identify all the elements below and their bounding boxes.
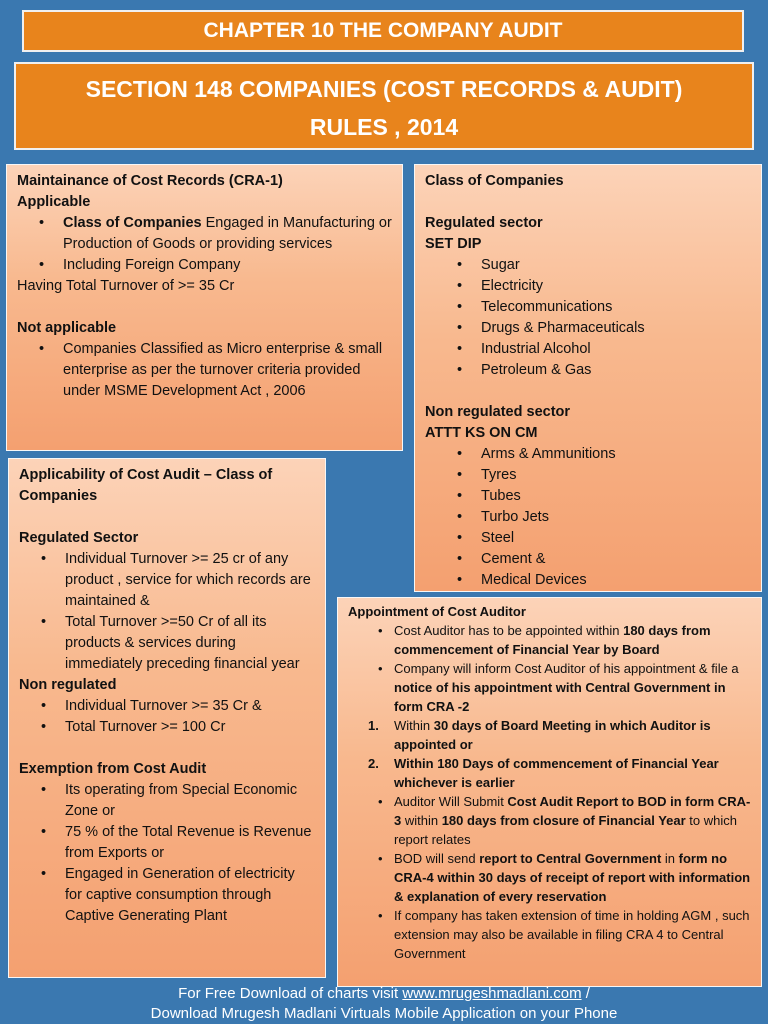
list-item: • 75 % of the Total Revenue is Revenue from Exports or	[19, 822, 315, 864]
list-item: • Steel	[425, 528, 751, 549]
item-number: 2.	[368, 756, 379, 771]
regulated-criteria-list	[19, 549, 315, 675]
list-item: • If company has taken extension of time in holding AGM , such extension may also be available in filing CRA 4 to Central Government	[348, 906, 751, 963]
text-run-bold: notice of his appointment with Central Government in form CRA -2	[394, 680, 726, 714]
item-number: 1.	[368, 718, 379, 733]
text-run: Cost Auditor has to be appointed within	[394, 623, 624, 638]
section-title	[14, 62, 754, 150]
regulated-list	[425, 255, 751, 381]
list-item: • Companies Classified as Micro enterprise & small enterprise as per the turnover criteria provided under MSME Development Act , 2006	[17, 339, 392, 402]
not-applicable-heading: Not applicable	[17, 320, 117, 336]
list-item	[17, 213, 392, 255]
non-regulated-heading: Non regulated	[19, 677, 117, 693]
non-regulated-mnemonic: ATTT KS ON CM	[425, 425, 538, 441]
text-run: within	[401, 813, 442, 828]
text-run-bold: Cost Audit Report to BOD in form CRA-3	[394, 794, 751, 828]
appointment-card	[337, 597, 762, 987]
class-of-companies-card	[414, 164, 762, 592]
list-item: • Drugs & Pharmaceuticals	[425, 318, 751, 339]
list-item: • Tubes	[425, 486, 751, 507]
applicability-card	[8, 458, 326, 978]
list-item: • Arms & Ammunitions	[425, 444, 751, 465]
list-item: • Petroleum & Gas	[425, 360, 751, 381]
maintenance-title: Maintainance of Cost Records (CRA-1)	[17, 173, 283, 189]
not-applicable-list	[17, 339, 392, 402]
appointment-title: Appointment of Cost Auditor	[348, 604, 526, 619]
list-item	[348, 659, 751, 716]
list-item: • Medical Devices	[425, 570, 751, 591]
appointment-list	[348, 621, 751, 716]
turnover-line: Having Total Turnover of >= 35 Cr	[17, 278, 235, 294]
list-item: • Sugar	[425, 255, 751, 276]
chapter-title-text: CHAPTER 10 THE COMPANY AUDIT	[203, 19, 563, 42]
text-run-bold: Within 180 Days of commencement of Financial Year whichever is earlier	[394, 756, 719, 790]
list-item: • Turbo Jets	[425, 507, 751, 528]
list-item	[348, 792, 751, 849]
non-regulated-list	[425, 444, 751, 591]
footer-text: For Free Download of charts visit	[178, 985, 403, 1002]
list-item	[348, 849, 751, 906]
applicable-heading: Applicable	[17, 194, 91, 210]
non-regulated-criteria-list	[19, 696, 315, 738]
footer-line2: Download Mrugesh Madlani Virtuals Mobile Application on your Phone	[150, 1005, 618, 1022]
list-item: • Cement &	[425, 549, 751, 570]
text-run-bold: report to Central Government	[479, 851, 662, 866]
text-run: Auditor Will Submit	[394, 794, 508, 809]
list-item: • Engaged in Generation of electricity for captive consumption through Captive Generating Plant	[19, 864, 315, 927]
list-item	[348, 621, 751, 659]
maintenance-card	[6, 164, 403, 451]
regulated-sector-heading: Regulated sector	[425, 215, 543, 231]
list-item: • Electricity	[425, 276, 751, 297]
non-regulated-sector-heading: Non regulated sector	[425, 404, 571, 420]
list-item: • Total Turnover >=50 Cr of all its products & services during immediately preceding financial year	[19, 612, 315, 675]
exemption-list	[19, 780, 315, 927]
footer-text: /	[581, 985, 590, 1002]
exemption-heading: Exemption from Cost Audit	[19, 761, 207, 777]
section-title-line2: RULES , 2014	[309, 114, 459, 140]
text-run-bold: 180 days from closure of Financial Year	[441, 813, 686, 828]
text-run: Company will inform Cost Auditor of his appointment & file a	[394, 661, 739, 676]
list-item: • Total Turnover >= 100 Cr	[19, 717, 315, 738]
appointment-list-cont	[348, 792, 751, 963]
footer	[0, 984, 768, 1024]
numbered-item	[348, 754, 751, 792]
list-item: • Individual Turnover >= 35 Cr &	[19, 696, 315, 717]
regulated-heading: Regulated Sector	[19, 530, 139, 546]
numbered-item	[348, 716, 751, 754]
applicability-title: Applicability of Cost Audit – Class of Companies	[19, 467, 273, 504]
class-title: Class of Companies	[425, 173, 564, 189]
list-item: • Industrial Alcohol	[425, 339, 751, 360]
class-of-companies-label: Class of Companies	[63, 215, 202, 231]
text-run-bold: 30 days of Board Meeting in which Auditor is appointed or	[394, 718, 711, 752]
website-link[interactable]: www.mrugeshmadlani.com	[402, 985, 582, 1002]
regulated-mnemonic: SET DIP	[425, 236, 482, 252]
class-of-companies-desc: Engaged in Manufacturing or Production of Goods or providing services	[63, 215, 392, 252]
list-item: • Telecommunications	[425, 297, 751, 318]
text-run: Within	[394, 718, 434, 733]
chapter-title	[22, 10, 744, 52]
applicable-list	[17, 213, 392, 276]
text-run: to which report relates	[394, 813, 737, 847]
list-item: • Tyres	[425, 465, 751, 486]
text-run-bold: form no CRA-4 within 30 days of receipt of report with information & explanation of every reservation	[394, 851, 751, 904]
list-item: • Individual Turnover >= 25 cr of any product , service for which records are maintained &	[19, 549, 315, 612]
text-run-bold: 180 days from commencement of Financial Year by Board	[394, 623, 711, 657]
section-title-line1: SECTION 148 COMPANIES (COST RECORDS & AUDIT)	[85, 76, 683, 102]
text-run: BOD will send	[394, 851, 480, 866]
footer-line1	[0, 984, 768, 1004]
text-run: in	[661, 851, 679, 866]
list-item: • Its operating from Special Economic Zone or	[19, 780, 315, 822]
appointment-deadlines	[348, 716, 751, 792]
list-item: • Including Foreign Company	[17, 255, 392, 276]
